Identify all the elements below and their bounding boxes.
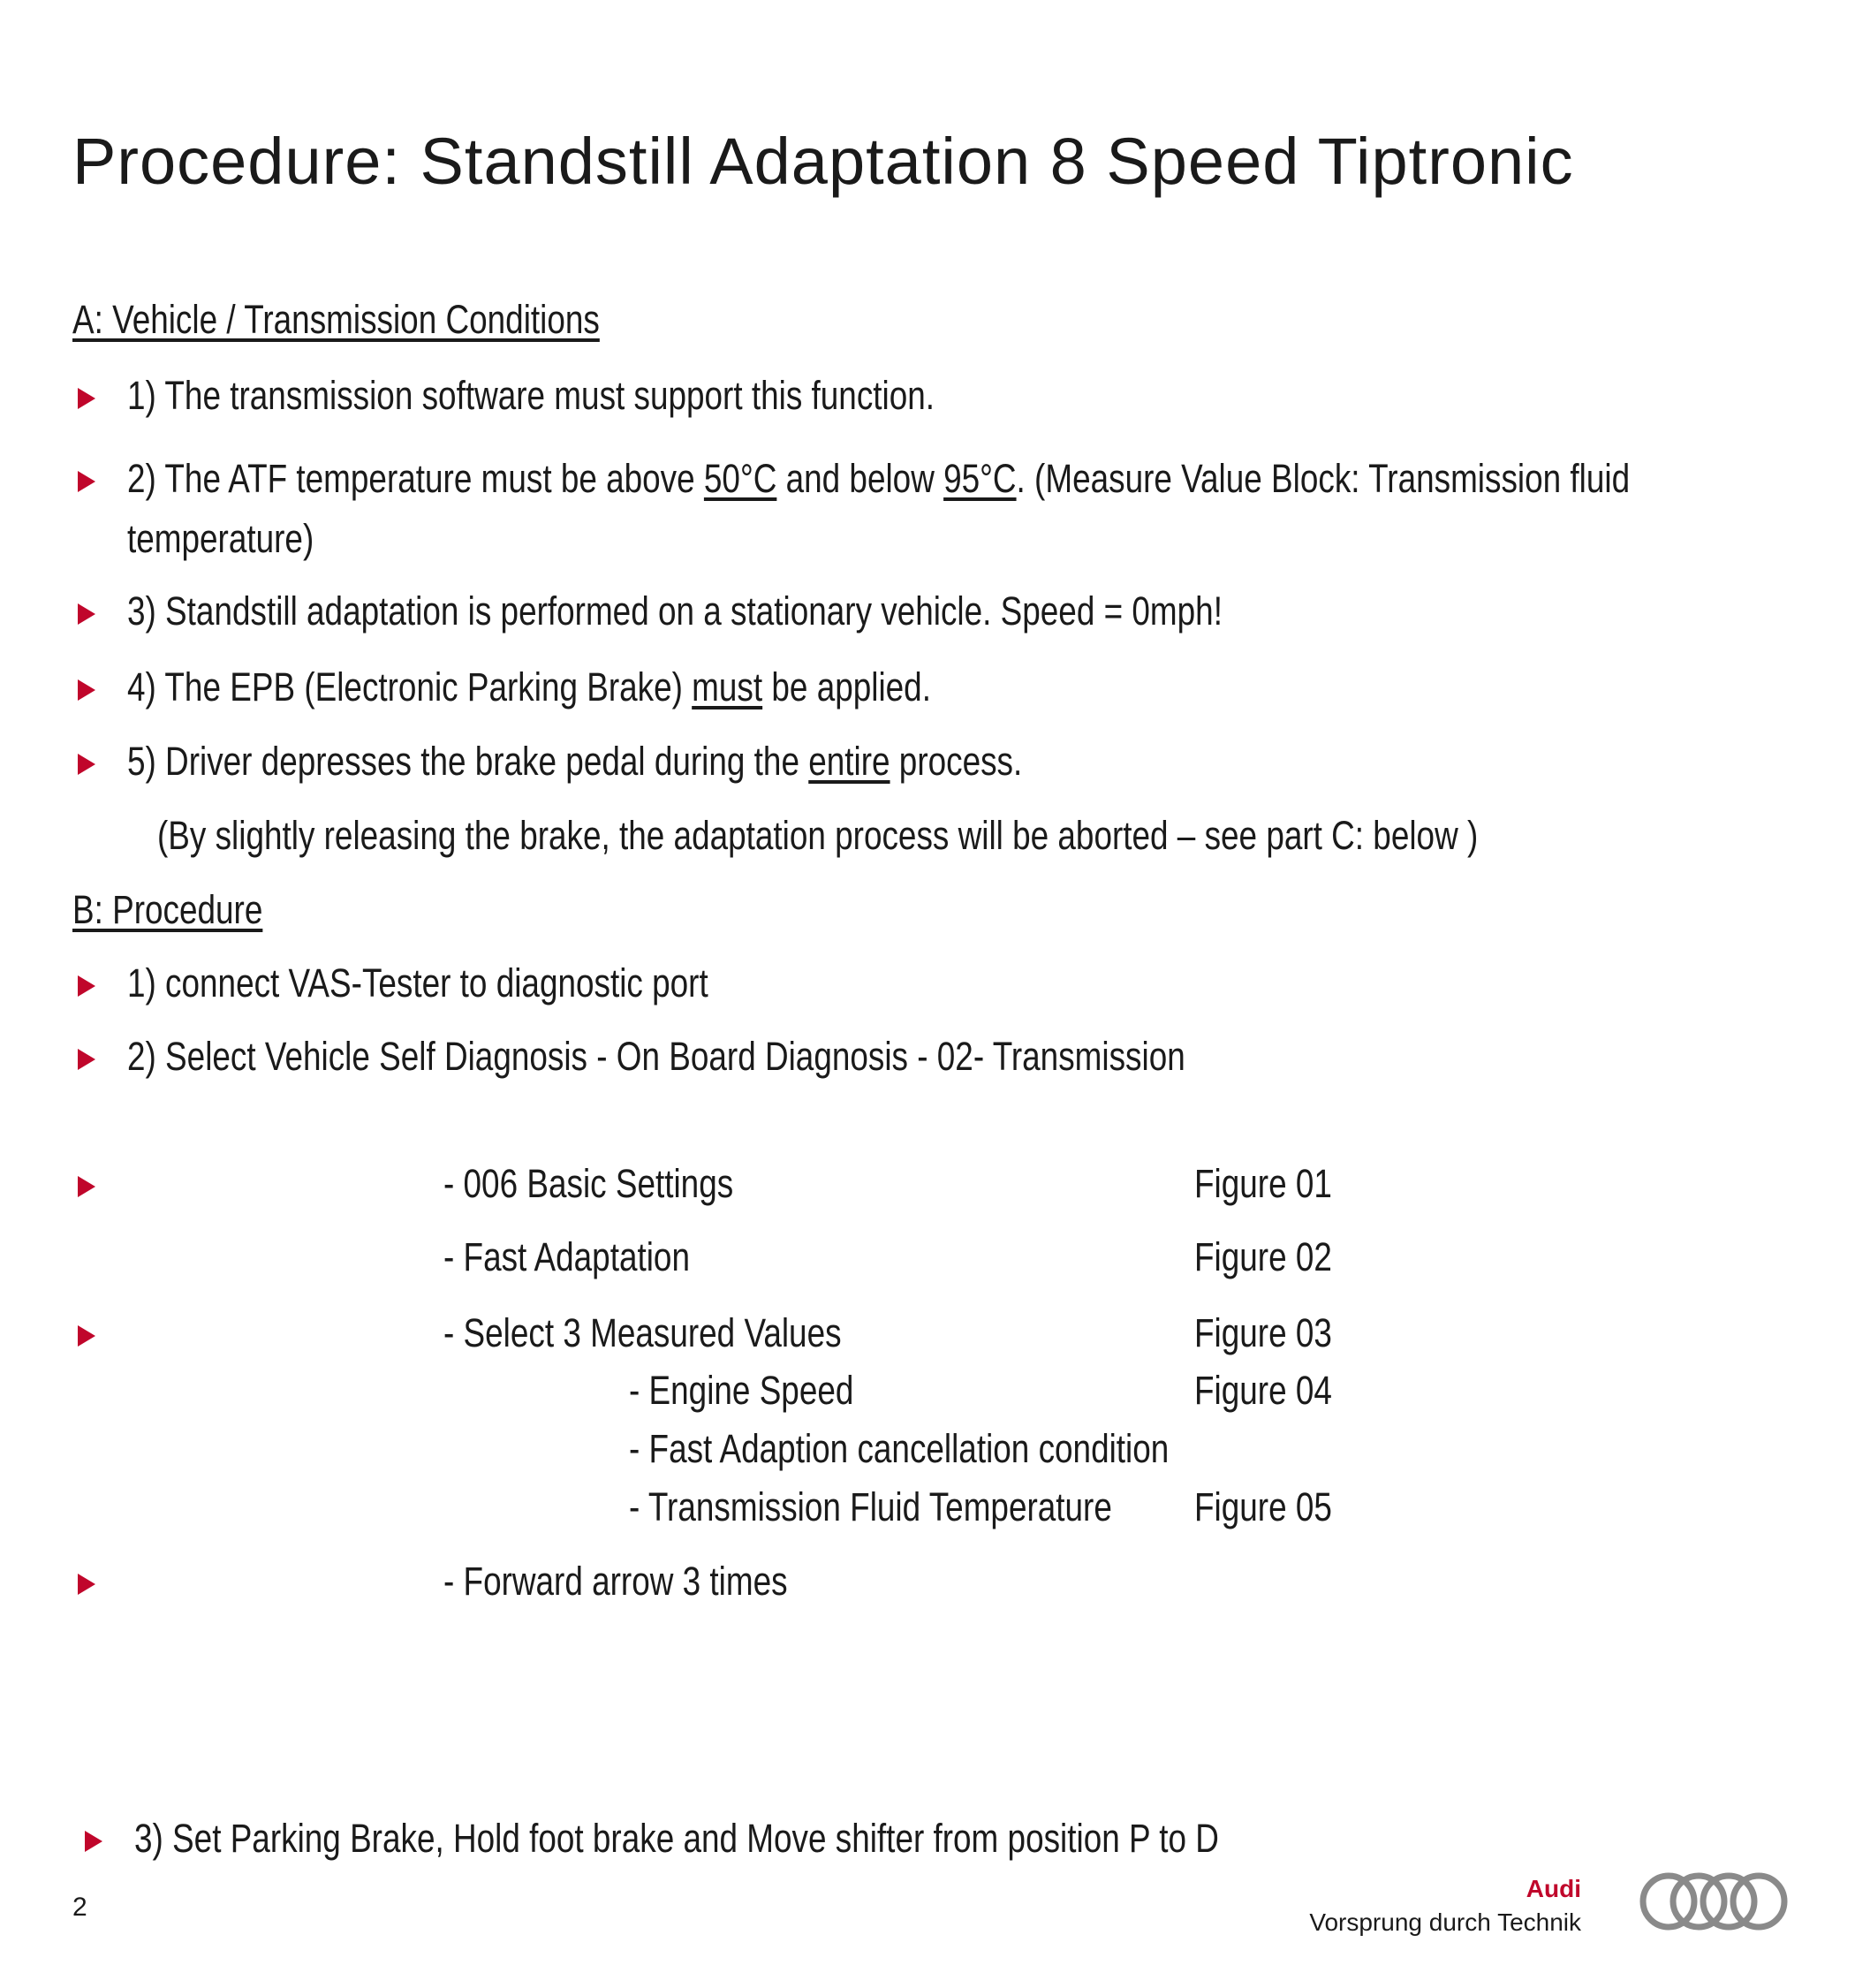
brand-name: Audi <box>1526 1875 1581 1902</box>
figure-ref: Figure 03 <box>1194 1310 1332 1355</box>
condition-5: 5) Driver depresses the brake pedal during the entire process. <box>127 739 1023 784</box>
triangle-bullet-icon <box>78 975 95 997</box>
audi-rings-icon <box>1639 1866 1789 1937</box>
brand-slogan: Vorsprung durch Technik <box>1309 1908 1581 1936</box>
triangle-bullet-icon <box>78 1049 95 1070</box>
condition-2: 2) The ATF temperature must be above 50°C and below 95°C. (Measure Value Block: Transmission fluid <box>127 456 1631 501</box>
procedure-step-3: 3) Set Parking Brake, Hold foot brake and Move shifter from position P to D <box>134 1816 1219 1861</box>
measured-value-engine-speed: - Engine Speed <box>629 1368 854 1413</box>
triangle-bullet-icon <box>78 1574 95 1595</box>
procedure-step-1: 1) connect VAS-Tester to diagnostic port <box>127 960 708 1005</box>
procedure-step-2: 2) Select Vehicle Self Diagnosis - On Board Diagnosis - 02- Transmission <box>127 1034 1185 1079</box>
triangle-bullet-icon <box>85 1831 102 1852</box>
page-title: Procedure: Standstill Adaptation 8 Speed Tiptronic <box>72 125 1574 198</box>
triangle-bullet-icon <box>78 471 95 492</box>
condition-2-continuation: temperature) <box>127 516 314 561</box>
triangle-bullet-icon <box>78 1176 95 1197</box>
measured-value-cancellation: - Fast Adaption cancellation condition <box>629 1426 1170 1471</box>
triangle-bullet-icon <box>78 679 95 701</box>
section-a-heading: A: Vehicle / Transmission Conditions <box>72 297 600 342</box>
triangle-bullet-icon <box>78 754 95 775</box>
condition-5-note: (By slightly releasing the brake, the adaptation process will be aborted – see part C: below ) <box>157 813 1479 858</box>
figure-ref: Figure 04 <box>1194 1368 1332 1413</box>
figure-ref: Figure 01 <box>1194 1161 1332 1206</box>
page-number: 2 <box>72 1893 87 1922</box>
figure-ref: Figure 05 <box>1194 1484 1332 1529</box>
section-b-heading: B: Procedure <box>72 887 263 932</box>
sub-step-forward-arrow: - Forward arrow 3 times <box>443 1559 788 1604</box>
figure-ref: Figure 02 <box>1194 1234 1332 1279</box>
measured-value-fluid-temp: - Transmission Fluid Temperature <box>629 1484 1112 1529</box>
condition-1: 1) The transmission software must support this function. <box>127 373 935 418</box>
triangle-bullet-icon <box>78 1325 95 1347</box>
condition-4: 4) The EPB (Electronic Parking Brake) must be applied. <box>127 664 931 709</box>
triangle-bullet-icon <box>78 603 95 625</box>
sub-step-fast-adaptation: - Fast Adaptation <box>443 1234 690 1279</box>
sub-step-basic-settings: - 006 Basic Settings <box>443 1161 734 1206</box>
sub-step-measured-values: - Select 3 Measured Values <box>443 1310 842 1355</box>
condition-3: 3) Standstill adaptation is performed on a stationary vehicle. Speed = 0mph! <box>127 588 1223 634</box>
triangle-bullet-icon <box>78 388 95 409</box>
